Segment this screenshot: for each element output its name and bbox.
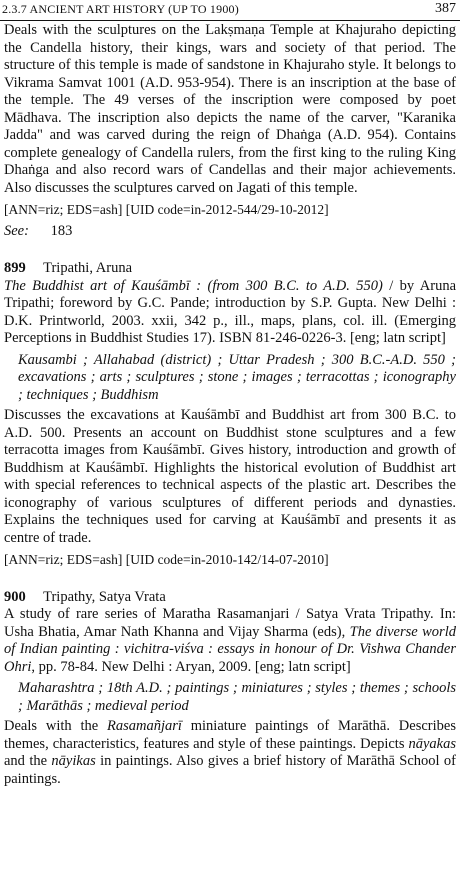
entry-number: 899 — [4, 260, 26, 276]
entry-citation-imprint: , pp. 78-84. New Delhi : Aryan, 2009. [eng; latn script] — [31, 658, 351, 675]
abstract-text: in paintings. Also gives a brief history of Marāthā School of paintings. — [4, 753, 456, 787]
entry-number: 900 — [4, 588, 26, 605]
section-title: ANCIENT ART HISTORY (UP TO 1900) — [29, 2, 239, 16]
abstract-term: Rasamañjarī — [107, 718, 182, 734]
section-number: 2.3.7 — [2, 2, 27, 16]
see-reference — [4, 223, 456, 241]
entry-citation — [4, 606, 456, 676]
see-label: See: — [4, 222, 29, 239]
entry-keywords: Maharashtra ; 18th A.D. ; paintings ; miniatures ; styles ; themes ; schools ; Marāthās ; medieval period — [18, 680, 456, 714]
entry-author: Tripathi, Aruna — [43, 260, 133, 276]
abstract-text: Deals with the — [4, 718, 107, 734]
entry-abstract: Discusses the excavations at Kauśāmbī and Buddhist art from 300 B.C. to A.D. 500. Presents an account on Buddhist stone sculptures and a few terracotta images from Kauśāmbī. Gives history, introduction and growth of Buddhism at Kauśāmbī. Highlights the historical evolution of Buddhist art with special references to technical aspects of the plastic art. Describes the iconography of various sculptures of different periods and dynasties. Explains the techniques used for carving at Kauśāmbī and presents it as centre of trade. — [4, 407, 456, 546]
see-value: 183 — [50, 222, 73, 239]
entry-heading — [4, 589, 456, 607]
entry-citation — [4, 278, 456, 348]
page-content — [4, 22, 456, 788]
entry-abstract — [4, 718, 456, 788]
entry-citation-text: A study of rare series of Maratha Rasamanjari / Satya Vrata Tripathy. In: Usha Bhatia, Amar Nath Khanna and Vijay Sharma (eds), — [4, 606, 456, 640]
abstract-text: and the — [4, 753, 52, 769]
running-header — [0, 0, 460, 21]
entry-heading — [4, 260, 456, 278]
entry-title: The Buddhist art of Kauśāmbī : (from 300 B.C. to A.D. 550) — [4, 277, 383, 294]
abstract-text: miniature paintings of Marāthā. Describes themes, characteristics, features and style of these paintings. Depicts — [4, 718, 456, 752]
carryover-annotation: [ANN=riz; EDS=ash] [UID code=in-2012-544/29-10-2012] — [4, 202, 329, 217]
entry-keywords: Kausambi ; Allahabad (district) ; Uttar Pradesh ; 300 B.C.-A.D. 550 ; excavations ; arts ; sculptures ; stone ; images ; terracottas ; iconography ; techniques ; Buddhism — [18, 351, 456, 403]
carryover-abstract: Deals with the sculptures on the Lakṣmaṇa Temple at Khajuraho depicting the Candella history, their kings, wars and society of that period. The structure of this temple is made of sandstone in Khajuraho style. It belongs to Vikrama Samvat 1001 (A.D. 953-954). There is an inscription at the base of the temple. The 49 verses of the inscription were composed by poet Mādhava. The inscription also depicts the name of the carver, "Karanika Jadda" and was carved during the reign of Dhaṅga (A.D. 954). Contains complete genealogy of Candella rulers, from the first king to the ruling King Dhaṅga and also record wars of Candellas and their major achievements. Also discusses the sculptures carved on Jagati of this temple. — [4, 22, 456, 196]
header-section — [2, 2, 239, 17]
page-number: 387 — [435, 1, 456, 16]
entry-citation-text: / by Aruna Tripathi; foreword by G.C. Pande; introduction by S.P. Gupta. New Delhi : D.K. Printworld, 2003. xxii, 342 p., ill., maps, plans, col. ill. (Emerging Perceptions in Buddhist Studies 17). ISBN 81-246-0226-3. [eng; latn script] — [4, 277, 457, 346]
abstract-term: nāyikas — [51, 753, 96, 769]
entry-author: Tripathy, Satya Vrata — [43, 588, 166, 605]
abstract-term: nāyakas — [408, 735, 456, 752]
entry-annotation: [ANN=riz; EDS=ash] [UID code=in-2010-142/14-07-2010] — [4, 552, 329, 567]
entry-host-title: The diverse world of Indian painting : vichitra-viśva : essays in honour of Dr. Vishwa Chander Ohri — [4, 623, 456, 675]
